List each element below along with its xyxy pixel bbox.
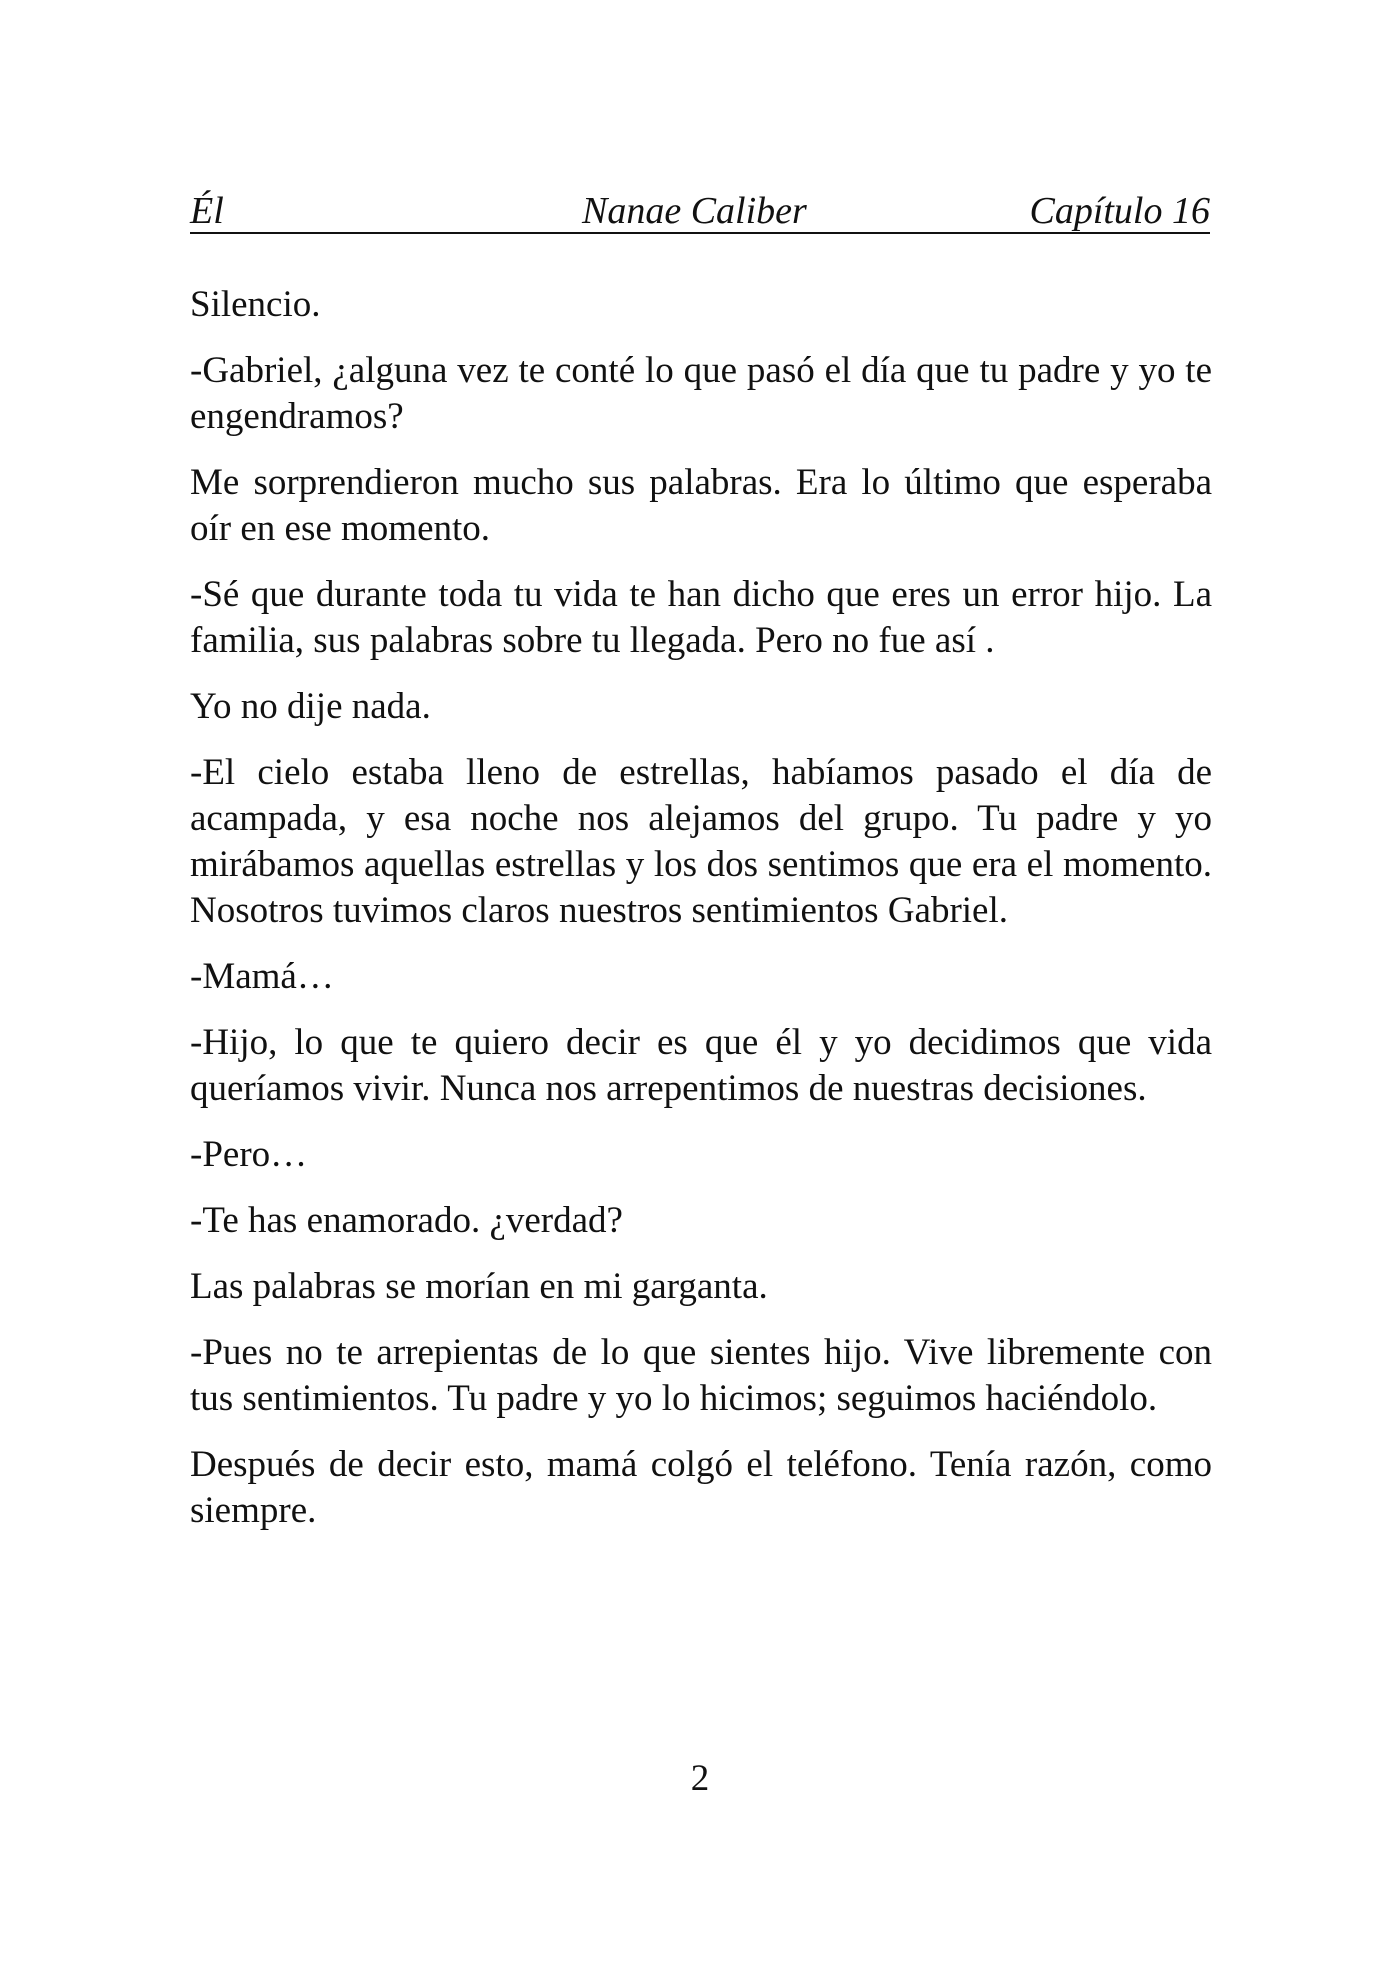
paragraph: -Sé que durante toda tu vida te han dicho que eres un error hijo. La familia, sus palabras sobre tu llegada. Pero no fue así . [190,574,1212,661]
paragraph: -Te has enamorado. ¿verdad? [190,1200,623,1241]
paragraph: -El cielo estaba lleno de estrellas, habíamos pasado el día de acampada, y esa noche nos alejamos del grupo. Tu padre y yo mirábamos aquellas estrellas y los dos sentimos que era el momento. Nosotros tuvimos claros nuestros sentimientos Gabriel. [190,752,1212,931]
header-book-title: Él [190,190,224,232]
paragraph: Yo no dije nada. [190,686,431,727]
paragraph: Silencio. [190,284,321,325]
paragraph: -Hijo, lo que te quiero decir es que él y yo decidimos que vida queríamos vivir. Nunca nos arrepentimos de nuestras decisiones. [190,1022,1212,1109]
paragraph: Las palabras se morían en mi garganta. [190,1266,768,1307]
paragraph: -Pero… [190,1134,308,1175]
paragraph: Me sorprendieron mucho sus palabras. Era lo último que esperaba oír en ese momento. [190,462,1212,549]
header-chapter: Capítulo 16 [1029,190,1210,232]
page-header [190,186,1210,234]
paragraph: Después de decir esto, mamá colgó el teléfono. Tenía razón, como siempre. [190,1444,1212,1531]
page-body [190,282,1212,1554]
paragraph: -Pues no te arrepientas de lo que sientes hijo. Vive libremente con tus sentimientos. Tu padre y yo lo hicimos; seguimos haciéndolo. [190,1332,1212,1419]
paragraph: -Mamá… [190,956,334,997]
header-author: Nanae Caliber [582,190,807,232]
page-number: 2 [690,1758,710,1799]
paragraph: -Gabriel, ¿alguna vez te conté lo que pasó el día que tu padre y yo te engendramos? [190,350,1212,437]
